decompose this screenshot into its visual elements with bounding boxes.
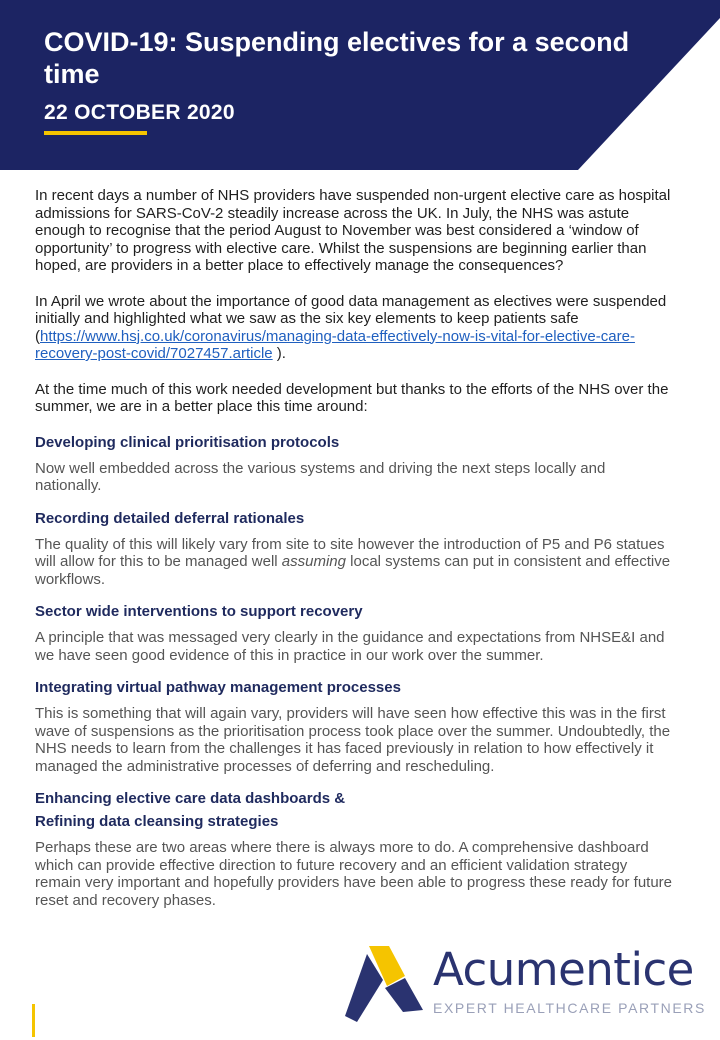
- hsj-article-link[interactable]: https://www.hsj.co.uk/coronavirus/managing-data-effectively-now-is-vital-for-elective-care-recovery-post-covid/7027457.article: [35, 327, 635, 362]
- section-heading-cleansing: Refining data cleansing strategies: [35, 813, 279, 830]
- intro-paragraph-2-text: In April we wrote about the importance of good data management as electives were suspended initially and highlighted what we saw as the six key elements to keep patients safe (: [35, 292, 667, 345]
- intro-paragraph-2: [35, 293, 675, 363]
- section-text-virtual-pathway: This is something that will again vary, providers will have seen how effective this was in the first wave of suspensions as the prioritisation process took place over the summer. Undoubtedly, the NHS needs to learn from the challenges it has faced previously in relation to how effectively it managed the administrative processes of deferring and rescheduling.: [35, 705, 671, 775]
- header-banner: [0, 0, 720, 170]
- intro-paragraph-1: In recent days a number of NHS providers have suspended non-urgent elective care as hospital admissions for SARS-CoV-2 steadily increase across the UK. In July, the NHS was astute enough to recognise that the period August to November was best considered a ‘window of opportunity’ to progress with elective care. Whilst the suspensions are beginning earlier than hoped, are providers in a better place to effectively manage the consequences?: [35, 187, 671, 274]
- intro-paragraph-2-end: ).: [272, 345, 286, 362]
- section-heading-deferral: Recording detailed deferral rationales: [35, 509, 305, 527]
- section-text-dashboards: Perhaps these are two areas where there is always more to do. A comprehensive dashboard which can provide effective direction to future recovery and an efficient validation strategy remain very important and hopefully providers have been able to progress these ready for future reset and recovery phases.: [35, 839, 673, 909]
- section-heading-prioritisation: Developing clinical prioritisation protocols: [35, 433, 340, 451]
- page-title: COVID-19: Suspending electives for a second time: [44, 27, 630, 89]
- brand-tagline: EXPERT HEALTHCARE PARTNERS: [433, 1000, 706, 1016]
- section-heading-dashboards: Enhancing elective care data dashboards &: [35, 790, 346, 807]
- intro-paragraph-3: At the time much of this work needed development but thanks to the efforts of the NHS over the summer, we are in a better place this time around:: [35, 380, 669, 415]
- section-heading-virtual-pathway: Integrating virtual pathway management processes: [35, 679, 401, 696]
- section-text-deferral-emphasis: assuming: [281, 553, 346, 570]
- section-heading-interventions: Sector wide interventions to support recovery: [35, 603, 363, 620]
- section-text-interventions: A principle that was messaged very clearly in the guidance and expectations from NHSE&I and we have seen good evidence of this in practice in our work over the summer.: [35, 629, 665, 664]
- section-text-deferral-end: local systems can put in consistent and effective workflows.: [35, 553, 671, 588]
- brand-name: Acumentice: [433, 943, 694, 996]
- date-underline: [44, 131, 147, 135]
- publish-date: 22 OCTOBER 2020: [44, 101, 235, 124]
- section-text-deferral: [35, 536, 675, 589]
- footer-accent-bar: [32, 1004, 35, 1037]
- section-text-prioritisation: Now well embedded across the various systems and driving the next steps locally and nationally.: [35, 459, 606, 494]
- acumentice-logo-icon: [345, 946, 425, 1022]
- article-body: [35, 187, 675, 924]
- section-text-deferral-start: The quality of this will likely vary from site to site however the introduction of P5 and P6 statues will allow for this to be managed well: [35, 535, 665, 570]
